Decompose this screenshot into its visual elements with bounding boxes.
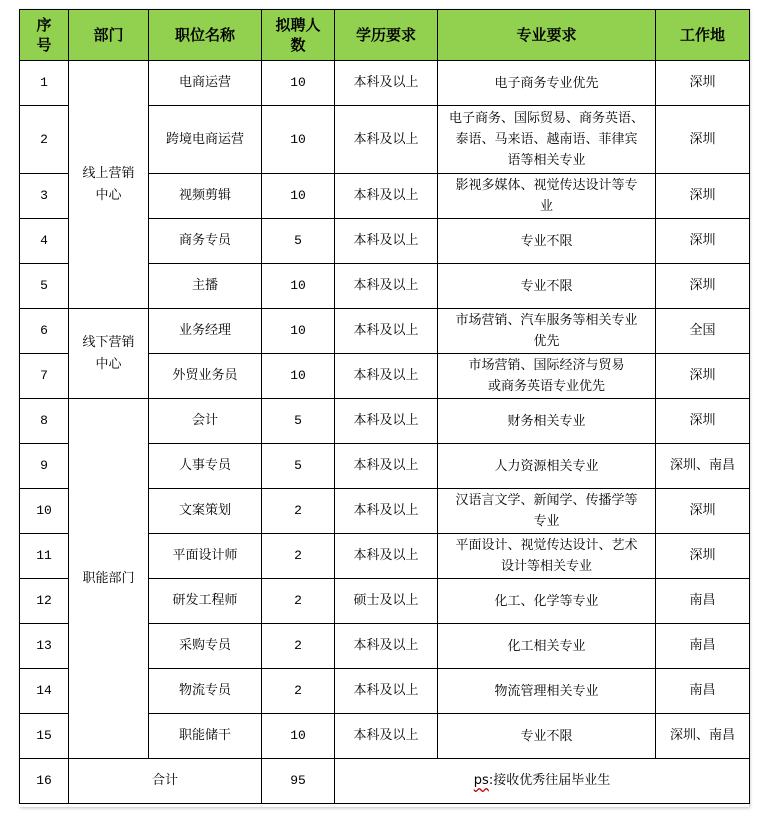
cell-seq: 15 (20, 714, 69, 759)
cell-major: 市场营销、汽车服务等相关专业 优先 (438, 309, 656, 354)
cell-count: 2 (262, 489, 335, 534)
cell-count: 10 (262, 309, 335, 354)
cell-location: 深圳 (656, 106, 750, 174)
header-dept: 部门 (69, 10, 149, 61)
cell-education: 本科及以上 (335, 309, 438, 354)
cell-education: 硕士及以上 (335, 579, 438, 624)
cell-education: 本科及以上 (335, 264, 438, 309)
cell-position: 人事专员 (149, 444, 262, 489)
recruitment-table (19, 9, 750, 804)
total-seq: 16 (20, 759, 69, 804)
cell-seq: 3 (20, 174, 69, 219)
table-row (20, 399, 750, 444)
cell-count: 10 (262, 354, 335, 399)
cell-education: 本科及以上 (335, 174, 438, 219)
cell-count: 2 (262, 579, 335, 624)
cell-location: 深圳 (656, 264, 750, 309)
cell-education: 本科及以上 (335, 354, 438, 399)
cell-location: 深圳 (656, 354, 750, 399)
recruitment-table-wrapper (19, 9, 750, 804)
cell-dept-functional: 职能部门 (69, 399, 149, 759)
cell-education: 本科及以上 (335, 399, 438, 444)
header-position: 职位名称 (149, 10, 262, 61)
cell-major: 平面设计、视觉传达设计、艺术 设计等相关专业 (438, 534, 656, 579)
total-note (335, 759, 750, 804)
cell-location: 深圳 (656, 219, 750, 264)
cell-seq: 11 (20, 534, 69, 579)
cell-position: 文案策划 (149, 489, 262, 534)
cell-major: 汉语言文学、新闻学、传播学等 专业 (438, 489, 656, 534)
cell-position: 采购专员 (149, 624, 262, 669)
cell-position: 物流专员 (149, 669, 262, 714)
cell-location: 南昌 (656, 579, 750, 624)
header-major: 专业要求 (438, 10, 656, 61)
cell-position: 跨境电商运营 (149, 106, 262, 174)
total-count: 95 (262, 759, 335, 804)
cell-location: 南昌 (656, 669, 750, 714)
cell-location: 深圳 (656, 61, 750, 106)
cell-education: 本科及以上 (335, 489, 438, 534)
cell-location: 深圳 (656, 174, 750, 219)
cell-education: 本科及以上 (335, 61, 438, 106)
cell-seq: 10 (20, 489, 69, 534)
cell-position: 商务专员 (149, 219, 262, 264)
cell-major: 人力资源相关专业 (438, 444, 656, 489)
cell-count: 2 (262, 669, 335, 714)
cell-seq: 1 (20, 61, 69, 106)
header-location: 工作地 (656, 10, 750, 61)
cell-major: 专业不限 (438, 714, 656, 759)
cell-count: 5 (262, 219, 335, 264)
total-note-text: :接收优秀往届毕业生 (488, 773, 611, 788)
cell-count: 2 (262, 534, 335, 579)
cell-position: 外贸业务员 (149, 354, 262, 399)
cell-seq: 5 (20, 264, 69, 309)
cell-education: 本科及以上 (335, 534, 438, 579)
cell-major: 市场营销、国际经济与贸易 或商务英语专业优先 (438, 354, 656, 399)
cell-major: 专业不限 (438, 219, 656, 264)
cell-count: 10 (262, 174, 335, 219)
total-note-ps: ps (473, 773, 489, 788)
cell-count: 10 (262, 61, 335, 106)
cell-seq: 6 (20, 309, 69, 354)
cell-major: 影视多媒体、视觉传达设计等专 业 (438, 174, 656, 219)
cell-location: 深圳、南昌 (656, 444, 750, 489)
cell-seq: 2 (20, 106, 69, 174)
header-row (20, 10, 750, 61)
cell-dept-online: 线上营销 中心 (69, 61, 149, 309)
header-education: 学历要求 (335, 10, 438, 61)
cell-position: 电商运营 (149, 61, 262, 106)
cell-position: 视频剪辑 (149, 174, 262, 219)
cell-education: 本科及以上 (335, 714, 438, 759)
cell-major: 化工相关专业 (438, 624, 656, 669)
cell-count: 2 (262, 624, 335, 669)
cell-position: 主播 (149, 264, 262, 309)
header-seq: 序 号 (20, 10, 69, 61)
cell-seq: 4 (20, 219, 69, 264)
cell-major: 专业不限 (438, 264, 656, 309)
header-count: 拟聘人 数 (262, 10, 335, 61)
cell-major: 财务相关专业 (438, 399, 656, 444)
cell-education: 本科及以上 (335, 624, 438, 669)
cell-location: 南昌 (656, 624, 750, 669)
cell-location: 深圳 (656, 534, 750, 579)
total-label: 合计 (69, 759, 262, 804)
cell-position: 研发工程师 (149, 579, 262, 624)
cell-count: 5 (262, 399, 335, 444)
total-row (20, 759, 750, 804)
cell-count: 5 (262, 444, 335, 489)
cell-location: 深圳、南昌 (656, 714, 750, 759)
cell-count: 10 (262, 106, 335, 174)
cell-major: 电子商务、国际贸易、商务英语、 泰语、马来语、越南语、菲律宾 语等相关专业 (438, 106, 656, 174)
cell-education: 本科及以上 (335, 106, 438, 174)
cell-education: 本科及以上 (335, 219, 438, 264)
table-row (20, 61, 750, 106)
cell-seq: 8 (20, 399, 69, 444)
table-row (20, 309, 750, 354)
cell-dept-offline: 线下营销 中心 (69, 309, 149, 399)
cell-position: 平面设计师 (149, 534, 262, 579)
cell-seq: 9 (20, 444, 69, 489)
cell-location: 深圳 (656, 399, 750, 444)
cell-seq: 14 (20, 669, 69, 714)
cell-education: 本科及以上 (335, 444, 438, 489)
cell-position: 职能储干 (149, 714, 262, 759)
cell-count: 10 (262, 714, 335, 759)
cell-education: 本科及以上 (335, 669, 438, 714)
cell-location: 全国 (656, 309, 750, 354)
cell-major: 物流管理相关专业 (438, 669, 656, 714)
cell-location: 深圳 (656, 489, 750, 534)
cell-seq: 13 (20, 624, 69, 669)
cell-position: 会计 (149, 399, 262, 444)
cell-count: 10 (262, 264, 335, 309)
cell-position: 业务经理 (149, 309, 262, 354)
cell-seq: 12 (20, 579, 69, 624)
cell-seq: 7 (20, 354, 69, 399)
cell-major: 电子商务专业优先 (438, 61, 656, 106)
cell-major: 化工、化学等专业 (438, 579, 656, 624)
